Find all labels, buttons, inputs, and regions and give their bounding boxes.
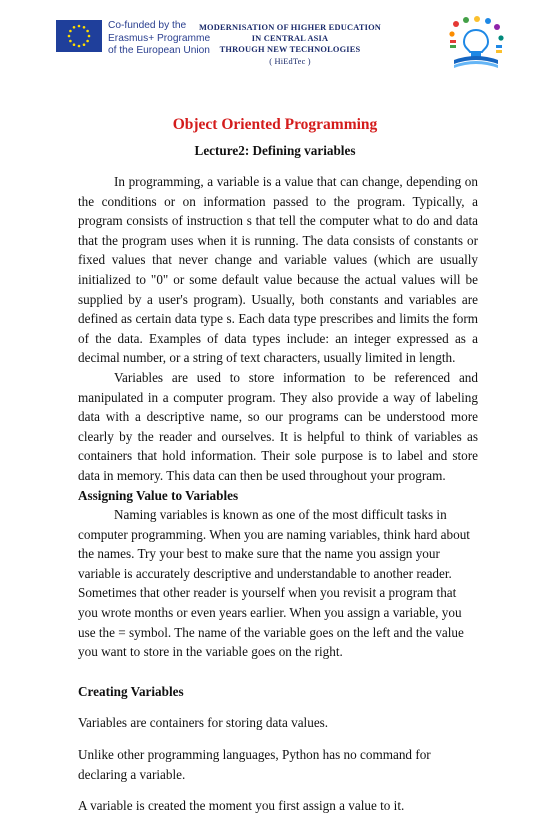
heading-creating-variables: Creating Variables bbox=[78, 683, 184, 699]
document-body bbox=[78, 172, 478, 816]
paragraph-python-no-command: Unlike other programming languages, Python has no command for declaring a variable. bbox=[78, 747, 431, 782]
paragraph-containers: Variables are containers for storing data values. bbox=[78, 715, 329, 731]
eu-line-2: Erasmus+ Programme bbox=[108, 32, 211, 44]
eu-line-1: Co-funded by the bbox=[108, 20, 187, 31]
project-line-3: THROUGH NEW TECHNOLOGIES bbox=[219, 45, 361, 55]
paragraph-variables-purpose: Variables are used to store information to be referenced and manipulated in a computer program. They also provide a way of labeling data with a descriptive name, so our programs can be understood more clearly by the reader and ourselves. It is helpful to think of variables as containers that hold information. Their sole purpose is to label and store data in memory. This data can then be used throughout your program. bbox=[78, 369, 478, 483]
lecture-subtitle: Lecture2: Defining variables bbox=[194, 143, 356, 158]
hiedtec-logo-icon bbox=[446, 16, 506, 72]
heading-assigning-value: Assigning Value to Variables bbox=[78, 487, 239, 503]
paragraph-naming-variables: Naming variables is known as one of the most difficult tasks in computer programming. When you are naming variables, think hard about the names. Try your best to make sure that the name you assign your variable is accurately descriptive and understandable to another reader. Sometimes that other reader is yourself when you revisit a program that you wrote months or even years earlier. When you assign a variable, you use the = symbol. The name of the variable goes on the left and the value you want to store in the variable goes on the right. bbox=[78, 507, 470, 660]
project-line-4: ( HiEdTec ) bbox=[269, 56, 311, 66]
project-title bbox=[190, 22, 390, 67]
project-line-1: MODERNISATION OF HIGHER EDUCATION bbox=[198, 23, 382, 32]
page-header bbox=[0, 0, 550, 80]
project-line-2: IN CENTRAL ASIA bbox=[251, 34, 329, 44]
paragraph-variable-created: A variable is created the moment you first assign a value to it. bbox=[78, 798, 405, 814]
paragraph-intro: In programming, a variable is a value that can change, depending on the conditions or on information passed to the program. Typically, a program consists of instruction s that tell the computer what to do and data that the program uses when it is running. The data consists of constants or fixed values that never change and variable values (which are usually initialized to "0" or some default value because the actual values will be supplied by a user's program). Usually, both constants and variables are defined as certain data type s. Each data type prescribes and limits the form of the data. Examples of data types include: an integer expressed as a decimal number, or a string of text characters, usually limited in length. bbox=[78, 174, 478, 366]
eu-flag-icon bbox=[56, 20, 102, 52]
eu-line-3: of the European Union bbox=[108, 45, 210, 56]
document-title: Object Oriented Programming bbox=[172, 116, 378, 133]
